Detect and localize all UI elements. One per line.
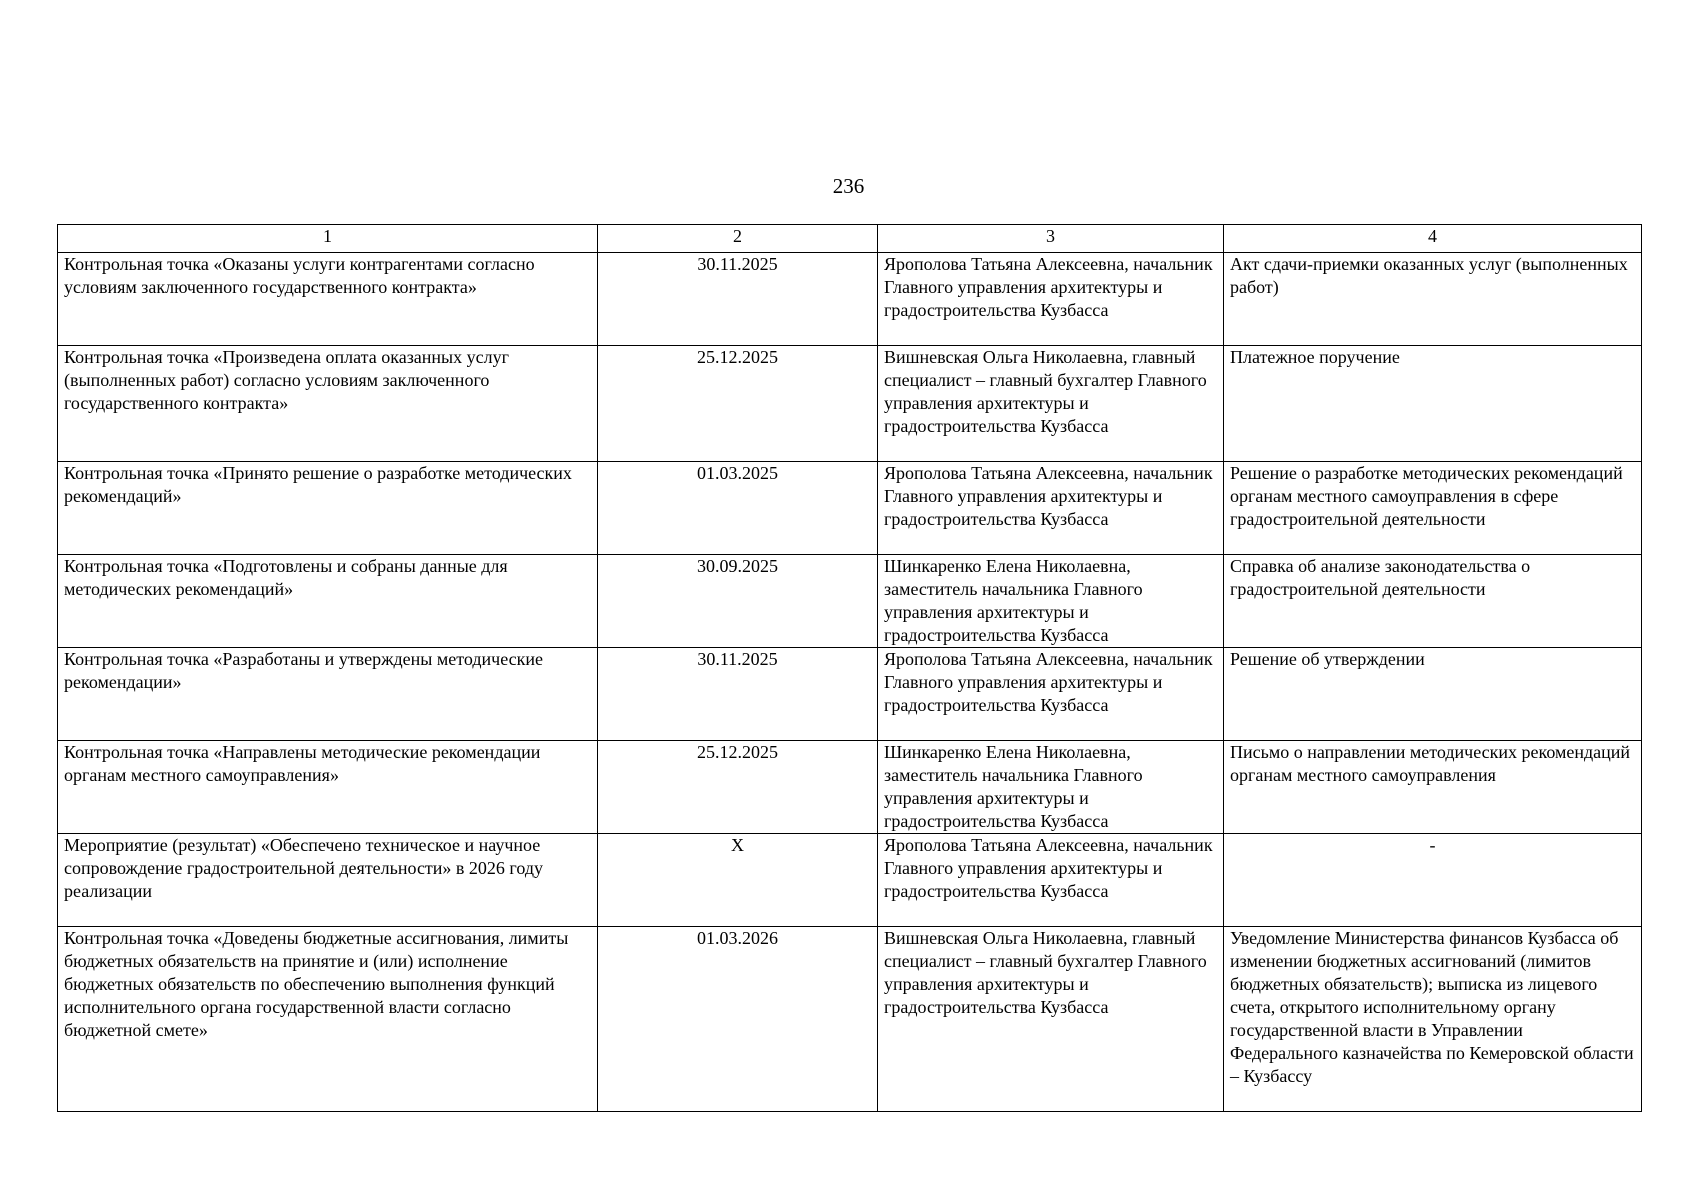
page-number <box>0 174 1697 198</box>
row-date-cell: 25.12.2025 <box>598 741 878 834</box>
row-name-cell: Контрольная точка «Разработаны и утверждены методические рекомендации» <box>58 648 598 741</box>
row-responsible-cell: Ярополова Татьяна Алексеевна, начальник Главного управления архитектуры и градостроительства Кузбасса <box>878 253 1224 346</box>
row-date-cell: Х <box>598 834 878 927</box>
row-document-cell: Решение о разработке методических рекомендаций органам местного самоуправления в сфере градостроительной деятельности <box>1224 462 1642 555</box>
row-responsible-cell: Ярополова Татьяна Алексеевна, начальник Главного управления архитектуры и градостроительства Кузбасса <box>878 462 1224 555</box>
table-row <box>58 648 1642 741</box>
table-row <box>58 834 1642 927</box>
row-responsible-cell: Вишневская Ольга Николаевна, главный специалист – главный бухгалтер Главного управления архитектуры и градостроительства Кузбасса <box>878 346 1224 462</box>
row-date-cell: 30.11.2025 <box>598 648 878 741</box>
row-date-cell: 30.09.2025 <box>598 555 878 648</box>
row-name-cell: Контрольная точка «Произведена оплата оказанных услуг (выполненных работ) согласно условиям заключенного государственного контракта» <box>58 346 598 462</box>
row-responsible-cell: Ярополова Татьяна Алексеевна, начальник Главного управления архитектуры и градостроительства Кузбасса <box>878 648 1224 741</box>
row-document-cell: Письмо о направлении методических рекомендаций органам местного самоуправления <box>1224 741 1642 834</box>
row-document-cell: Справка об анализе законодательства о градостроительной деятельности <box>1224 555 1642 648</box>
row-responsible-cell: Шинкаренко Елена Николаевна, заместитель начальника Главного управления архитектуры и градостроительства Кузбасса <box>878 741 1224 834</box>
row-document-cell: - <box>1224 834 1642 927</box>
row-document-cell: Решение об утверждении <box>1224 648 1642 741</box>
table-header-row <box>58 225 1642 253</box>
row-date-cell: 01.03.2025 <box>598 462 878 555</box>
row-name-cell: Контрольная точка «Оказаны услуги контрагентами согласно условиям заключенного государственного контракта» <box>58 253 598 346</box>
row-document-cell: Платежное поручение <box>1224 346 1642 462</box>
row-responsible-cell: Вишневская Ольга Николаевна, главный специалист – главный бухгалтер Главного управления архитектуры и градостроительства Кузбасса <box>878 927 1224 1112</box>
row-name-cell: Контрольная точка «Принято решение о разработке методических рекомендаций» <box>58 462 598 555</box>
row-date-cell: 30.11.2025 <box>598 253 878 346</box>
column-header-2: 2 <box>598 225 878 253</box>
table-row <box>58 741 1642 834</box>
table-row <box>58 462 1642 555</box>
row-date-cell: 01.03.2026 <box>598 927 878 1112</box>
row-date-cell: 25.12.2025 <box>598 346 878 462</box>
row-name-cell: Контрольная точка «Подготовлены и собраны данные для методических рекомендаций» <box>58 555 598 648</box>
table-row <box>58 346 1642 462</box>
row-name-cell: Мероприятие (результат) «Обеспечено техническое и научное сопровождение градостроительной деятельности» в 2026 году реализации <box>58 834 598 927</box>
table-row <box>58 253 1642 346</box>
row-document-cell: Акт сдачи-приемки оказанных услуг (выполненных работ) <box>1224 253 1642 346</box>
page-number-text: 236 <box>832 174 865 198</box>
row-responsible-cell: Ярополова Татьяна Алексеевна, начальник Главного управления архитектуры и градостроительства Кузбасса <box>878 834 1224 927</box>
row-responsible-cell: Шинкаренко Елена Николаевна, заместитель начальника Главного управления архитектуры и градостроительства Кузбасса <box>878 555 1224 648</box>
control-points-table <box>57 224 1642 1112</box>
column-header-4: 4 <box>1224 225 1642 253</box>
row-name-cell: Контрольная точка «Направлены методические рекомендации органам местного самоуправления» <box>58 741 598 834</box>
row-document-cell: Уведомление Министерства финансов Кузбасса об изменении бюджетных ассигнований (лимитов бюджетных обязательств); выписка из лицевого счета, открытого исполнительному органу государственной власти в Управлении Федерального казначейства по Кемеровской области – Кузбассу <box>1224 927 1642 1112</box>
table-row <box>58 555 1642 648</box>
row-name-cell: Контрольная точка «Доведены бюджетные ассигнования, лимиты бюджетных обязательств на принятие и (или) исполнение бюджетных обязательств по обеспечению выполнения функций исполнительного органа государственной власти согласно бюджетной смете» <box>58 927 598 1112</box>
table-row <box>58 927 1642 1112</box>
column-header-1: 1 <box>58 225 598 253</box>
column-header-3: 3 <box>878 225 1224 253</box>
